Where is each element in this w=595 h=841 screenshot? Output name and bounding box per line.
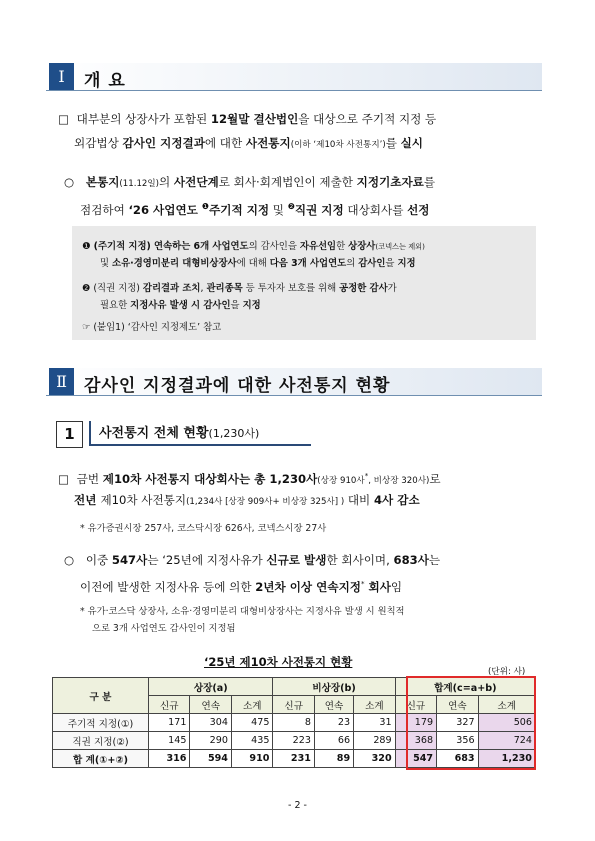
table-cell: 89 xyxy=(314,750,353,768)
table-cell: 290 xyxy=(190,732,231,750)
para-3-line-1: □ 금번 제10차 사전통지 대상회사는 총 1,230사(상장 910사*, 비상장 320사)로 xyxy=(58,471,441,486)
table-header-row-1 xyxy=(53,678,536,696)
table-cell: 31 xyxy=(354,714,395,732)
circle-bullet-icon: ○ xyxy=(64,175,75,189)
header-sub: 소계 xyxy=(354,696,395,714)
header-sub: 연속 xyxy=(437,696,478,714)
circle-bullet-icon: ○ xyxy=(64,553,75,567)
header-group: 합계(c=a+b) xyxy=(395,678,535,696)
table-cell: 316 xyxy=(149,750,190,768)
footnote-2-line-1: * 유가·코스닥 상장사, 소유·경영미분리 대형비상장사는 지정사유 발생 시 원칙적 xyxy=(80,606,405,617)
table-cell: 356 xyxy=(437,732,478,750)
table-cell: 231 xyxy=(273,750,314,768)
table-cell: 435 xyxy=(231,732,272,750)
table-cell: 320 xyxy=(354,750,395,768)
footnote-1: * 유가증권시장 257사, 코스닥시장 626사, 코넥스시장 27사 xyxy=(80,523,327,534)
section-header-1 xyxy=(46,63,542,91)
para-2-line-2: 점검하여 ‘26 사업연도 $^❶$주기적 지정 및 $^❷$직권 지정 대상회사를 선정 xyxy=(80,202,430,217)
box-reference: ☞ (붙임1) ‘감사인 지정제도’ 참고 xyxy=(82,322,222,333)
table-unit: (단위: 사) xyxy=(488,667,526,677)
table-cell: 23 xyxy=(314,714,353,732)
section-header-2 xyxy=(46,368,542,396)
para-1-line-2: 외감법상 감사인 지정결과에 대한 사전통지(이하 ‘제10차 사전통지’)를 실시 xyxy=(74,136,423,150)
subsection-number: 1 xyxy=(56,421,83,448)
header-sub: 소계 xyxy=(478,696,535,714)
page-number: - 2 - xyxy=(288,800,307,811)
row-label: 합 계(①+②) xyxy=(53,750,149,768)
table-cell: 547 xyxy=(395,750,436,768)
table-row xyxy=(53,714,536,732)
header-sub: 신규 xyxy=(273,696,314,714)
table-row xyxy=(53,732,536,750)
section-title: 개 요 xyxy=(84,71,126,91)
stats-table xyxy=(52,677,536,768)
table-cell: 223 xyxy=(273,732,314,750)
header-sub: 소계 xyxy=(231,696,272,714)
header-group: 비상장(b) xyxy=(273,678,395,696)
section-number: Ⅰ xyxy=(49,63,74,90)
explanation-box xyxy=(72,226,536,340)
subsection-header-1 xyxy=(56,421,312,448)
para-3-line-2: 전년 제10차 사전통지(1,234사 [상장 909사+ 비상장 325사] ) 대비 4사 감소 xyxy=(74,493,420,507)
header-sub: 연속 xyxy=(190,696,231,714)
table-cell: 910 xyxy=(231,750,272,768)
table-cell: 289 xyxy=(354,732,395,750)
box-line-a1: ❶ (주기적 지정) 연속하는 6개 사업연도의 감사인을 자유선임한 상장사(코넥스는 제외) xyxy=(82,241,425,252)
square-bullet-icon: □ xyxy=(58,471,69,486)
para-2-line-1: ○ 본통지(11.12일)의 사전단계로 회사·회계법인이 제출한 지정기초자료를 xyxy=(64,175,436,189)
header-gubun: 구 분 xyxy=(53,678,149,714)
footnote-2-line-2: 으로 3개 사업연도 감사인이 지정됨 xyxy=(92,623,236,634)
table-cell: 171 xyxy=(149,714,190,732)
header-group: 상장(a) xyxy=(149,678,273,696)
row-label: 직권 지정(②) xyxy=(53,732,149,750)
square-bullet-icon: □ xyxy=(58,112,69,126)
table-total-row xyxy=(53,750,536,768)
section-title: 감사인 지정결과에 대한 사전통지 현황 xyxy=(84,376,391,396)
table-cell: 145 xyxy=(149,732,190,750)
box-line-b1: ❷ (직권 지정) 감리결과 조치, 관리종목 등 투자자 보호를 위해 공정한 감사가 xyxy=(82,283,397,294)
table-cell: 327 xyxy=(437,714,478,732)
table-cell: 66 xyxy=(314,732,353,750)
table-cell: 683 xyxy=(437,750,478,768)
table-cell: 8 xyxy=(273,714,314,732)
table-cell: 506 xyxy=(478,714,535,732)
header-sub: 연속 xyxy=(314,696,353,714)
para-4-line-2: 이전에 발생한 지정사유 등에 의한 2년차 이상 연속지정* 회사임 xyxy=(80,579,403,594)
para-4-line-1: ○ 이중 547사는 ‘25년에 지정사유가 신규로 발생한 회사이며, 683사는 xyxy=(64,553,441,567)
row-label: 주기적 지정(①) xyxy=(53,714,149,732)
table-cell: 179 xyxy=(395,714,436,732)
section-number: Ⅱ xyxy=(49,368,74,395)
box-line-a2: 및 소유·경영미분리 대형비상장사에 대해 다음 3개 사업연도의 감사인을 지정 xyxy=(100,258,416,269)
header-sub: 신규 xyxy=(395,696,436,714)
para-1-line-1: □ 대부분의 상장사가 포함된 12월말 결산법인을 대상으로 주기적 지정 등 xyxy=(58,112,437,126)
subsection-title: 사전통지 전체 현황(1,230사) xyxy=(89,421,311,446)
table-cell: 475 xyxy=(231,714,272,732)
header-sub: 신규 xyxy=(149,696,190,714)
table-title: ‘25년 제10차 사전통지 현황 xyxy=(204,655,353,669)
table-cell: 304 xyxy=(190,714,231,732)
table-cell: 594 xyxy=(190,750,231,768)
box-line-b2: 필요한 지정사유 발생 시 감사인을 지정 xyxy=(100,300,261,311)
table-cell: 724 xyxy=(478,732,535,750)
table-cell: 368 xyxy=(395,732,436,750)
table-cell: 1,230 xyxy=(478,750,535,768)
